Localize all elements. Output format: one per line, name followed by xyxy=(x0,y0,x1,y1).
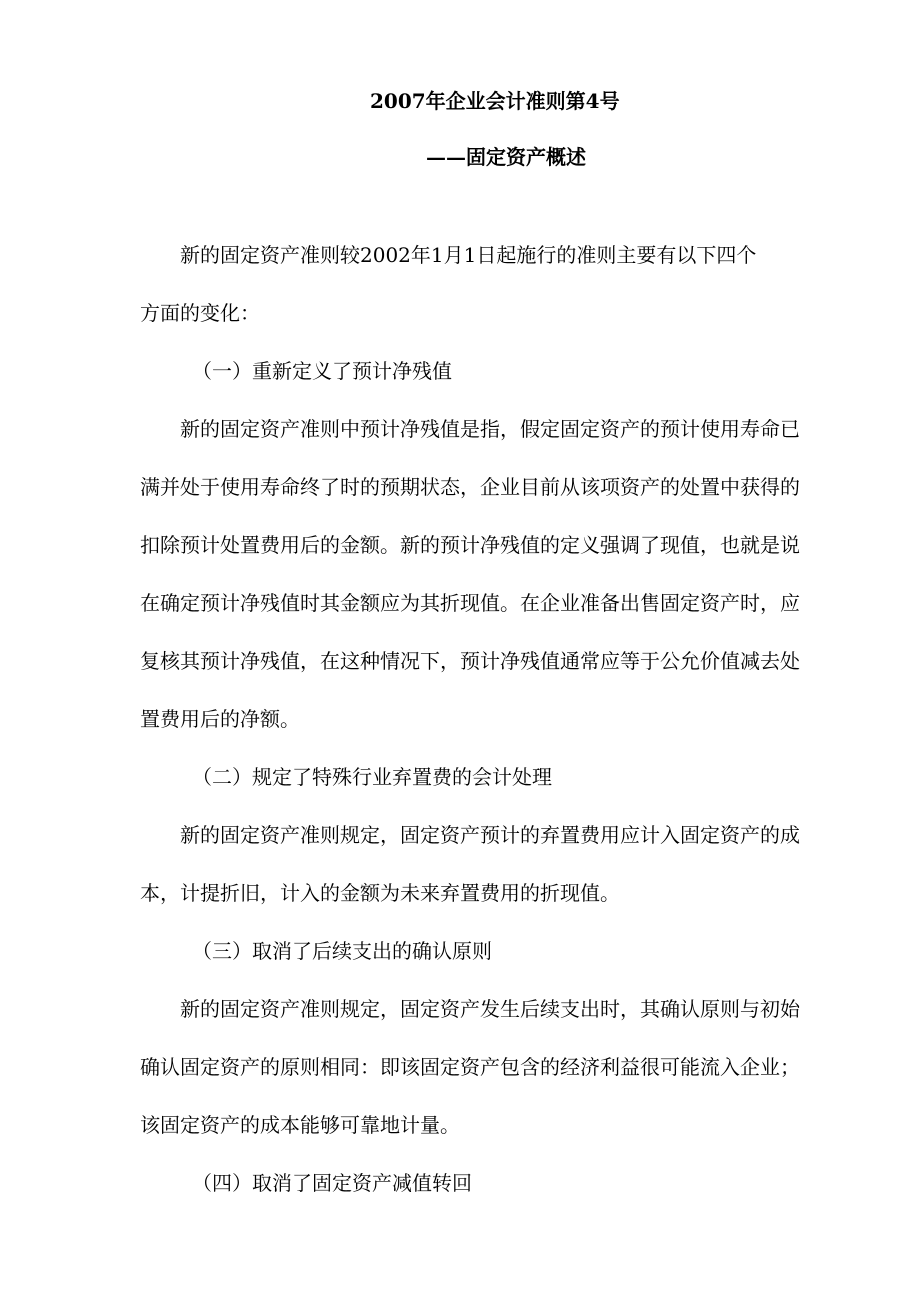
section-heading-4: （四）取消了固定资产减值转回 xyxy=(192,1171,472,1195)
text-line: 在确定预计净残值时其金额应为其折现值。在企业准备出售固定资产时，应 xyxy=(140,591,800,615)
text-line: 新的固定资产准则中预计净残值是指，假定固定资产的预计使用寿命已 xyxy=(140,417,800,441)
document-title: 2007年企业会计准则第4号 xyxy=(370,89,620,113)
text-line: 确认固定资产的原则相同：即该固定资产包含的经济利益很可能流入企业； xyxy=(140,1055,800,1079)
text-line: 该固定资产的成本能够可靠地计量。 xyxy=(140,1113,460,1137)
document-subtitle: ——固定资产概述 xyxy=(426,145,586,169)
section-heading-2: （二）规定了特殊行业弃置费的会计处理 xyxy=(192,765,552,789)
text-line: 方面的变化： xyxy=(140,301,260,325)
section-heading-3: （三）取消了后续支出的确认原则 xyxy=(192,939,492,963)
intro-paragraph xyxy=(140,236,852,352)
paragraph-1 xyxy=(140,410,852,758)
text-line: 置费用后的净额。 xyxy=(140,707,300,731)
text-line: 满并处于使用寿命终了时的预期状态，企业目前从该项资产的处置中获得的 xyxy=(140,475,800,499)
section-heading-1: （一）重新定义了预计净残值 xyxy=(192,359,452,383)
paragraph-3 xyxy=(140,990,852,1164)
paragraph-2 xyxy=(140,816,852,932)
text-line: 新的固定资产准则规定，固定资产预计的弃置费用应计入固定资产的成 xyxy=(140,823,800,847)
text-line: 本，计提折旧，计入的金额为未来弃置费用的折现值。 xyxy=(140,881,620,905)
text-line: 新的固定资产准则较2002年1月1日起施行的准则主要有以下四个 xyxy=(140,243,757,267)
text-line: 扣除预计处置费用后的金额。新的预计净残值的定义强调了现值，也就是说 xyxy=(140,533,800,557)
text-line: 复核其预计净残值，在这种情况下，预计净残值通常应等于公允价值减去处 xyxy=(140,649,800,673)
document-body xyxy=(140,236,852,1222)
text-line: 新的固定资产准则规定，固定资产发生后续支出时，其确认原则与初始 xyxy=(140,997,800,1021)
